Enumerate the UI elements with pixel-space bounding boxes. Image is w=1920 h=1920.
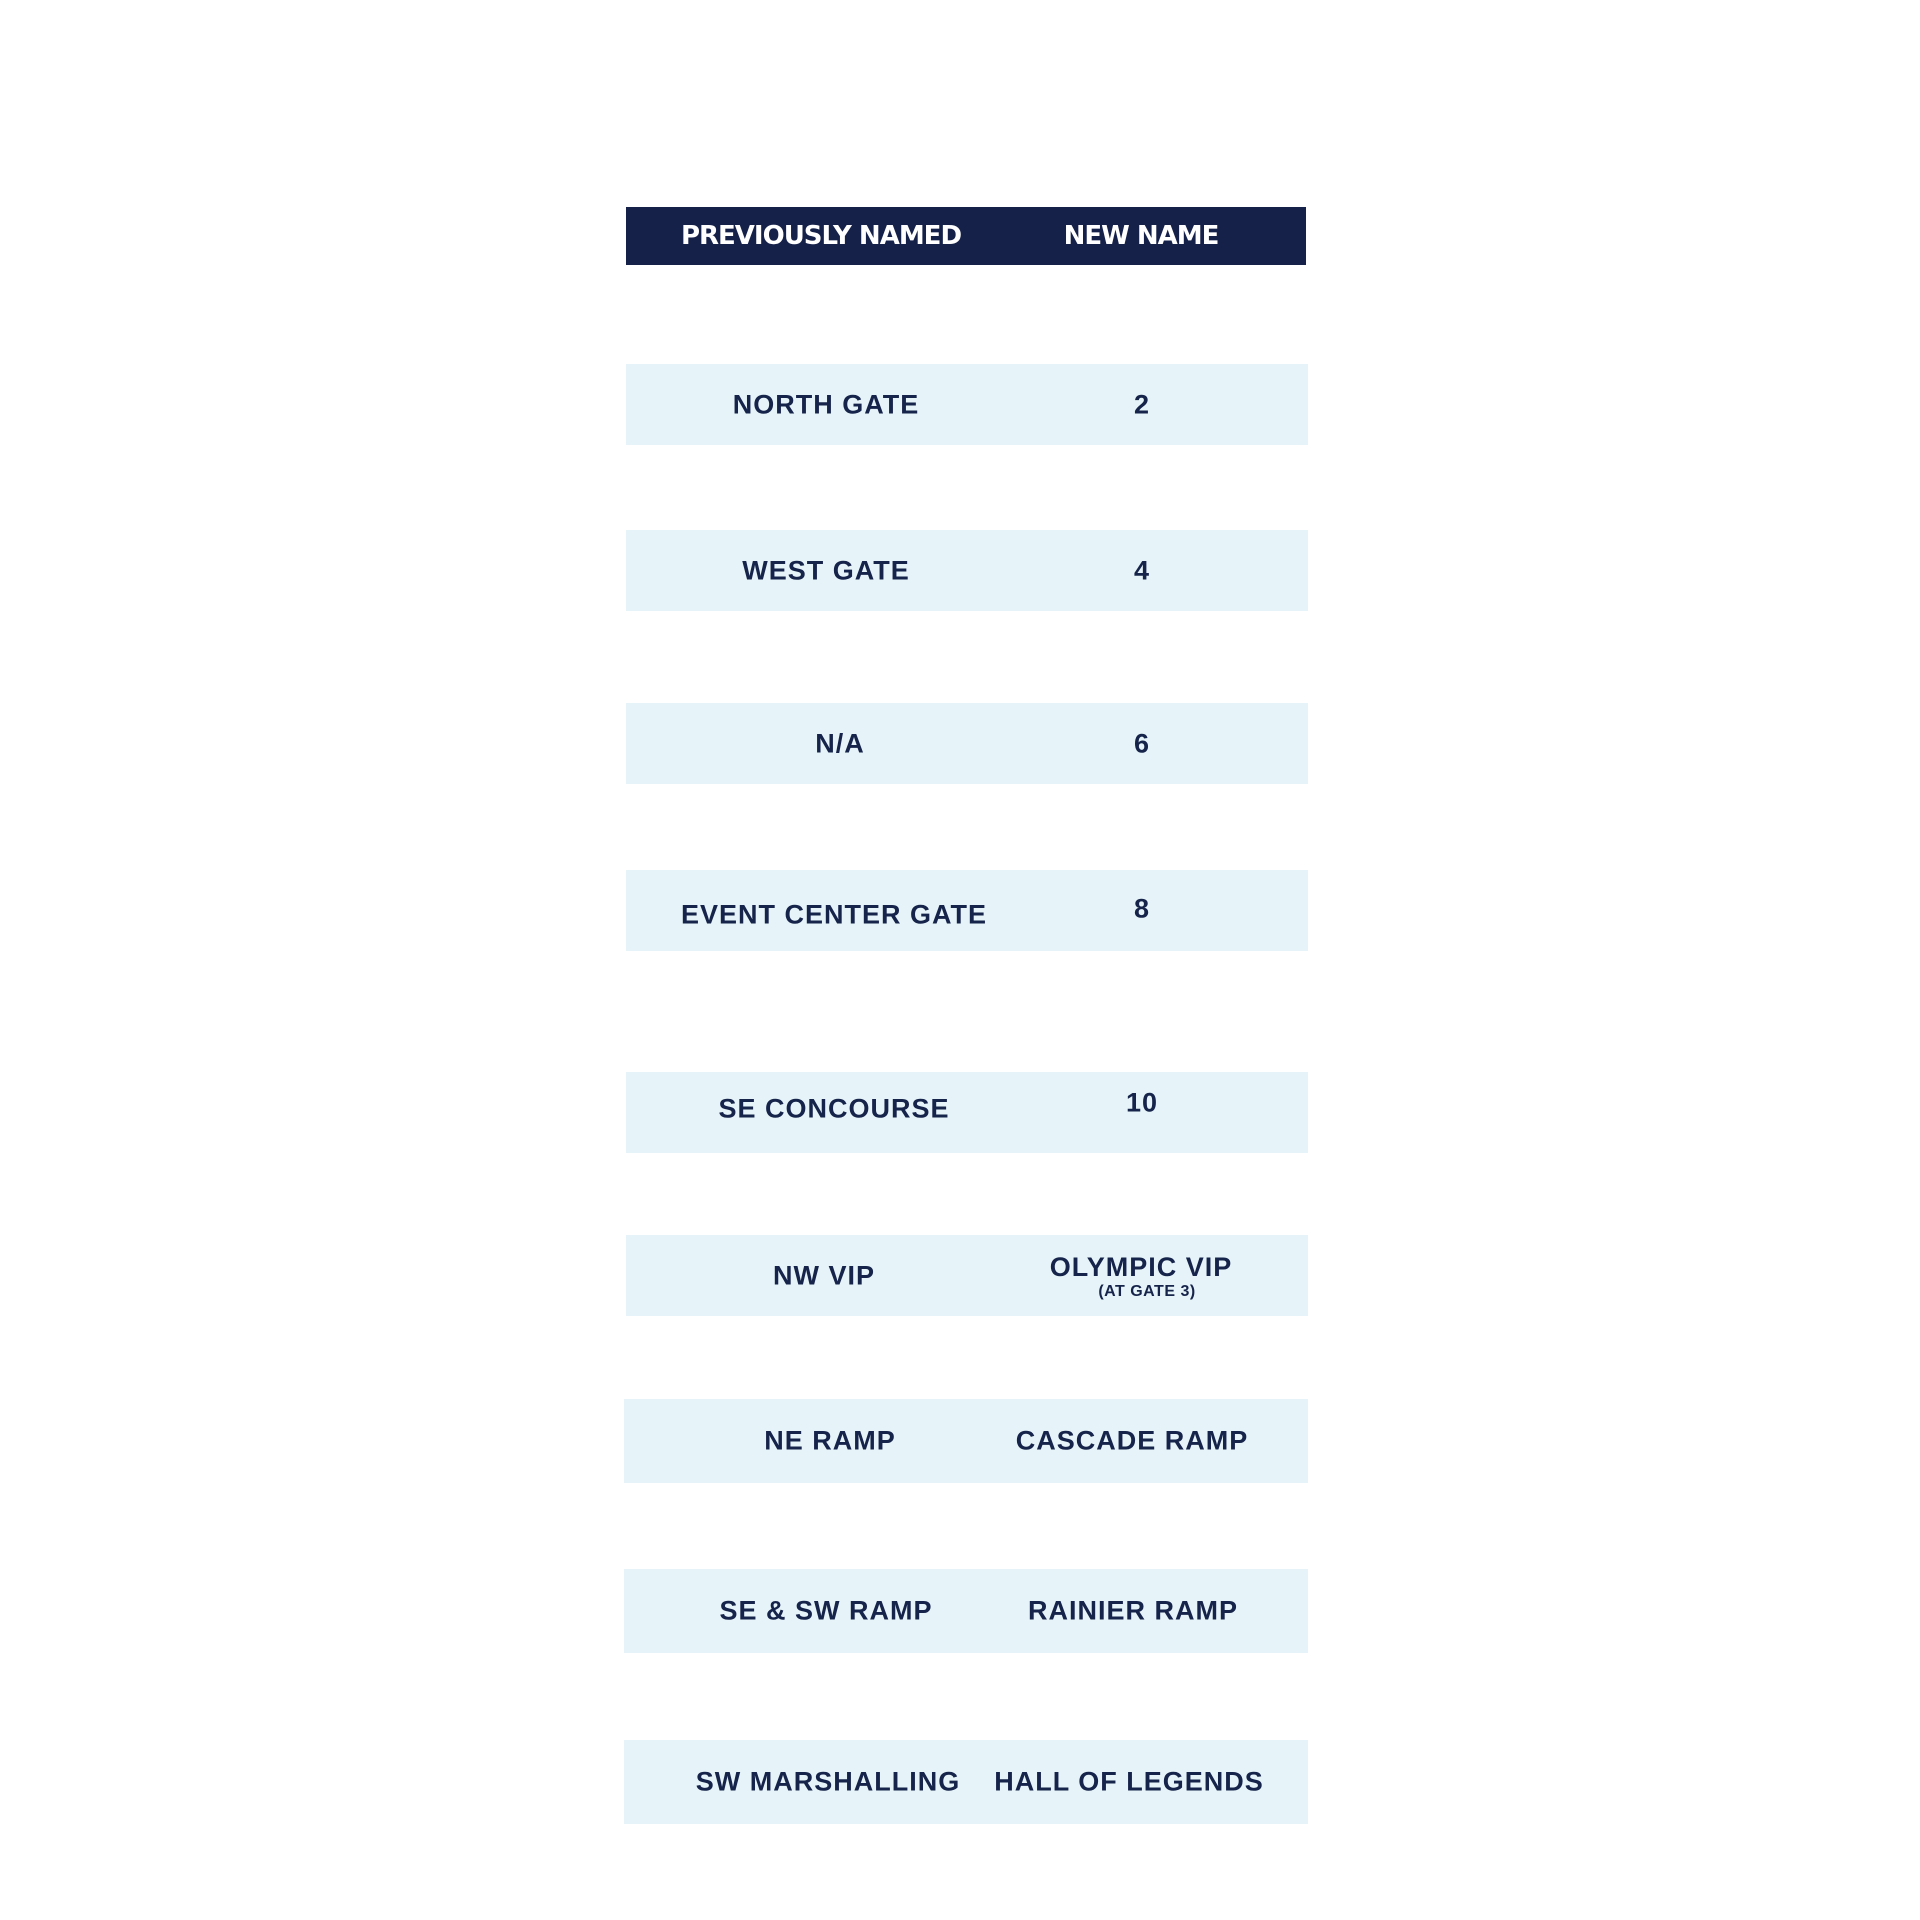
previous-name-cell: NW VIP	[772, 1260, 876, 1290]
previous-name-cell: SE CONCOURSE	[718, 1093, 950, 1123]
new-name-cell: CASCADE RAMP	[1015, 1425, 1249, 1456]
header-new-name: NEW NAME	[1063, 221, 1219, 251]
header-previously-named: PREVIOUSLY NAMED	[680, 221, 962, 251]
table-row	[626, 364, 1308, 445]
new-name-cell: 10	[1125, 1087, 1159, 1117]
previous-name-cell: N/A	[815, 728, 865, 758]
new-name-cell: RAINIER RAMP	[1027, 1595, 1239, 1626]
table-row	[626, 530, 1308, 611]
new-name-cell: 2	[1133, 389, 1151, 419]
table-row	[624, 1399, 1308, 1483]
previous-name-cell: WEST GATE	[742, 555, 910, 585]
new-name-cell: 8	[1133, 893, 1151, 923]
previous-name-cell: SW MARSHALLING	[695, 1766, 961, 1797]
previous-name-cell: SE & SW RAMP	[719, 1595, 933, 1626]
new-name-main: OLYMPIC VIP	[1049, 1251, 1233, 1282]
previous-name-cell: NORTH GATE	[732, 389, 920, 419]
new-name-cell: 6	[1133, 728, 1151, 758]
previous-name-cell: NE RAMP	[764, 1425, 896, 1456]
table-row	[626, 1072, 1308, 1153]
table-row	[626, 703, 1308, 784]
table-row	[626, 1235, 1308, 1316]
table-row	[626, 870, 1308, 951]
new-name-note: (AT GATE 3)	[1098, 1282, 1196, 1300]
new-name-cell: 4	[1133, 555, 1151, 585]
table-row	[624, 1740, 1308, 1824]
new-name-cell	[1050, 1252, 1233, 1300]
table-row	[624, 1569, 1308, 1653]
previous-name-cell: EVENT CENTER GATE	[680, 899, 988, 929]
table-header	[626, 207, 1306, 265]
new-name-cell: HALL OF LEGENDS	[994, 1766, 1264, 1797]
